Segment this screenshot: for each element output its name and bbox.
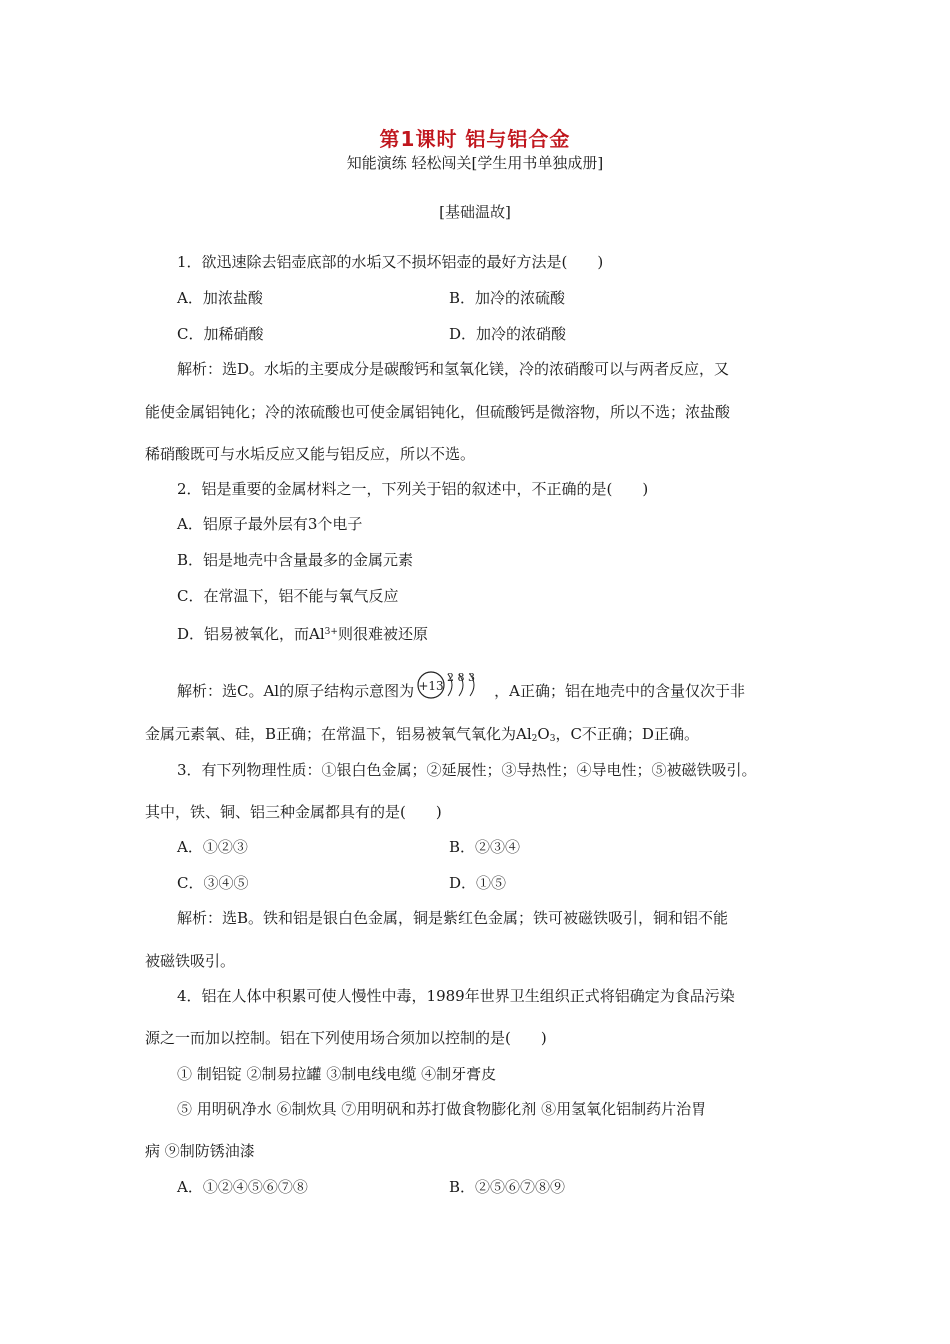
nucleus-charge: +13 (418, 679, 444, 693)
q4-items: 病 ⑨制防锈油漆 (145, 1142, 255, 1160)
q3-option-d: D．①⑤ (449, 874, 507, 892)
page-subtitle: 知能演练 轻松闯关[学生用书单独成册] (346, 154, 604, 172)
section-heading: [基础温故] (439, 203, 511, 221)
q1-option-c: C．加稀硝酸 (177, 325, 264, 343)
oxygen-symbol: O (537, 725, 550, 743)
q2-analysis-text: ，A正确；铝在地壳中的含量仅次于非 (494, 682, 745, 700)
q2-option-b: B．铝是地壳中含量最多的金属元素 (177, 551, 414, 569)
q3-analysis-line: 被磁铁吸引。 (145, 952, 236, 970)
q3-analysis-line: 解析：选B。铁和铝是银白色金属，铜是紫红色金属；铁可被磁铁吸引，铜和铝不能 (177, 909, 729, 927)
q1-analysis-line: 解析：选D。水垢的主要成分是碳酸钙和氢氧化镁，冷的浓硝酸可以与两者反应，又 (177, 360, 730, 378)
q1-analysis-line: 能使金属铝钝化；冷的浓硫酸也可使金属铝钝化，但硫酸钙是微溶物，所以不选；浓盐酸 (145, 403, 731, 421)
electron-counts: 2 8 3 (447, 671, 476, 684)
q2-option-d-text: D．铝易被氧化，而Al (177, 625, 325, 643)
q4-stem: 源之一而加以控制。铝在下列使用场合须加以控制的是( ) (145, 1029, 547, 1047)
q2-analysis-line (145, 723, 699, 750)
q2-option-a: A．铝原子最外层有3个电子 (177, 515, 363, 533)
q2-option-d (177, 621, 428, 645)
q2-analysis-line (177, 671, 745, 702)
q1-stem: 1．欲迅速除去铝壶底部的水垢又不损坏铝壶的最好方法是( ) (177, 253, 604, 271)
q1-option-d: D．加冷的浓硝酸 (449, 325, 567, 343)
q3-stem: 3．有下列物理性质：①银白色金属；②延展性；③导热性；④导电性；⑤被磁铁吸引。 (177, 761, 757, 779)
q1-option-a: A．加浓盐酸 (177, 289, 263, 307)
q3-stem: 其中，铁、铜、铝三种金属都具有的是( ) (145, 803, 442, 821)
q4-stem: 4．铝在人体中积累可使人慢性中毒，1989年世界卫生组织正式将铝确定为食品污染 (177, 987, 735, 1005)
q2-analysis-text: 金属元素氧、硅，B正确；在常温下，铝易被氧气氧化为Al (145, 725, 532, 743)
q3-option-a: A．①②③ (177, 838, 248, 856)
page-title: 第1课时 铝与铝合金 (379, 127, 571, 151)
q2-analysis-text: ，C不正确；D正确。 (555, 725, 699, 743)
subscript: 3 (549, 734, 556, 744)
q2-option-c: C．在常温下，铝不能与氧气反应 (177, 587, 399, 605)
q4-items: ⑤ 用明矾净水 ⑥制炊具 ⑦用明矾和苏打做食物膨化剂 ⑧用氢氧化铝制药片治胃 (177, 1100, 707, 1118)
subscript: 2 (531, 734, 538, 744)
q2-analysis-text: 解析：选C。Al的原子结构示意图为 (177, 682, 415, 700)
q4-option-a: A．①②④⑤⑥⑦⑧ (177, 1178, 308, 1196)
q1-analysis-line: 稀硝酸既可与水垢反应又能与铝反应，所以不选。 (145, 445, 476, 463)
atom-structure-diagram (416, 668, 492, 702)
q4-option-b: B．②⑤⑥⑦⑧⑨ (449, 1178, 566, 1196)
q4-items: ① 制铝锭 ②制易拉罐 ③制电线电缆 ④制牙膏皮 (177, 1065, 497, 1083)
charge-superscript: 3+ (324, 627, 338, 637)
q2-option-d-text: 则很难被还原 (337, 625, 428, 643)
q1-option-b: B．加冷的浓硫酸 (449, 289, 566, 307)
q3-option-b: B．②③④ (449, 838, 521, 856)
q2-stem: 2．铝是重要的金属材料之一，下列关于铝的叙述中，不正确的是( ) (177, 480, 649, 498)
q3-option-c: C．③④⑤ (177, 874, 249, 892)
